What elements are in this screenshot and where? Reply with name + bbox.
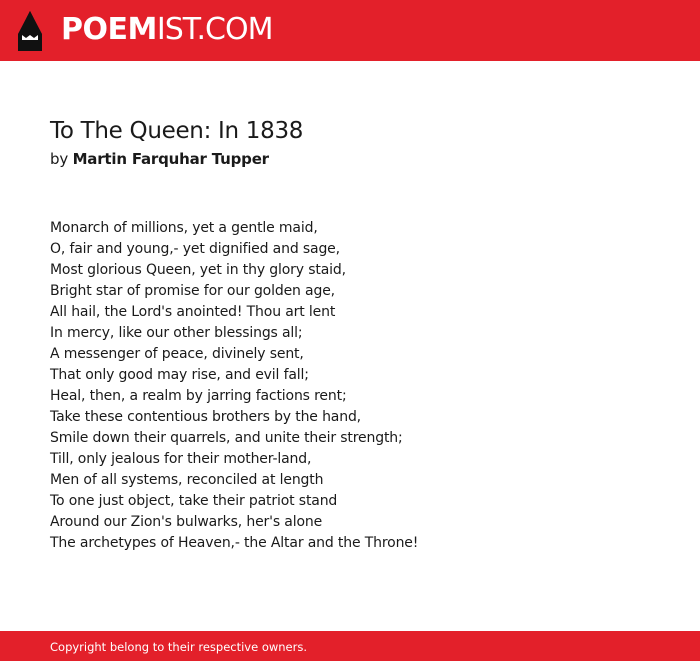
poem-line: In mercy, like our other blessings all; (50, 325, 303, 341)
poem-line: O, fair and young,- yet dignified and sage, (50, 241, 340, 257)
poem-line: Heal, then, a realm by jarring factions rent; (50, 388, 347, 404)
poem-line: Monarch of millions, yet a gentle maid, (50, 220, 318, 236)
site-logo-text[interactable] (61, 12, 272, 48)
poem-line: Take these contentious brothers by the hand, (50, 409, 361, 425)
brand-light-text: IST.COM (156, 12, 273, 47)
poem-author[interactable]: Martin Farquhar Tupper (72, 150, 269, 168)
poem-body (50, 218, 650, 554)
site-header (0, 0, 700, 61)
poem-line: The archetypes of Heaven,- the Altar and the Throne! (50, 535, 419, 551)
site-footer (0, 631, 700, 661)
poem-title: To The Queen: In 1838 (50, 118, 304, 144)
poem-line: Around our Zion's bulwarks, her's alone (50, 514, 323, 530)
poem-line: Men of all systems, reconciled at length (50, 472, 324, 488)
pencil-tip-icon[interactable] (17, 10, 43, 52)
by-label: by (50, 150, 68, 168)
poem-line: Till, only jealous for their mother-land, (50, 451, 312, 467)
poem-line: Smile down their quarrels, and unite their strength; (50, 430, 403, 446)
poem-line: That only good may rise, and evil fall; (50, 367, 309, 383)
poem-byline (50, 148, 269, 170)
poem-line: A messenger of peace, divinely sent, (50, 346, 304, 362)
poem-line: To one just object, take their patriot stand (50, 493, 338, 509)
brand-bold-text: POEM (61, 12, 157, 47)
poem-line: All hail, the Lord's anointed! Thou art lent (50, 304, 336, 320)
copyright-notice: Copyright belong to their respective owners. (50, 640, 308, 654)
poem-line: Bright star of promise for our golden age, (50, 283, 335, 299)
poem-line: Most glorious Queen, yet in thy glory staid, (50, 262, 346, 278)
